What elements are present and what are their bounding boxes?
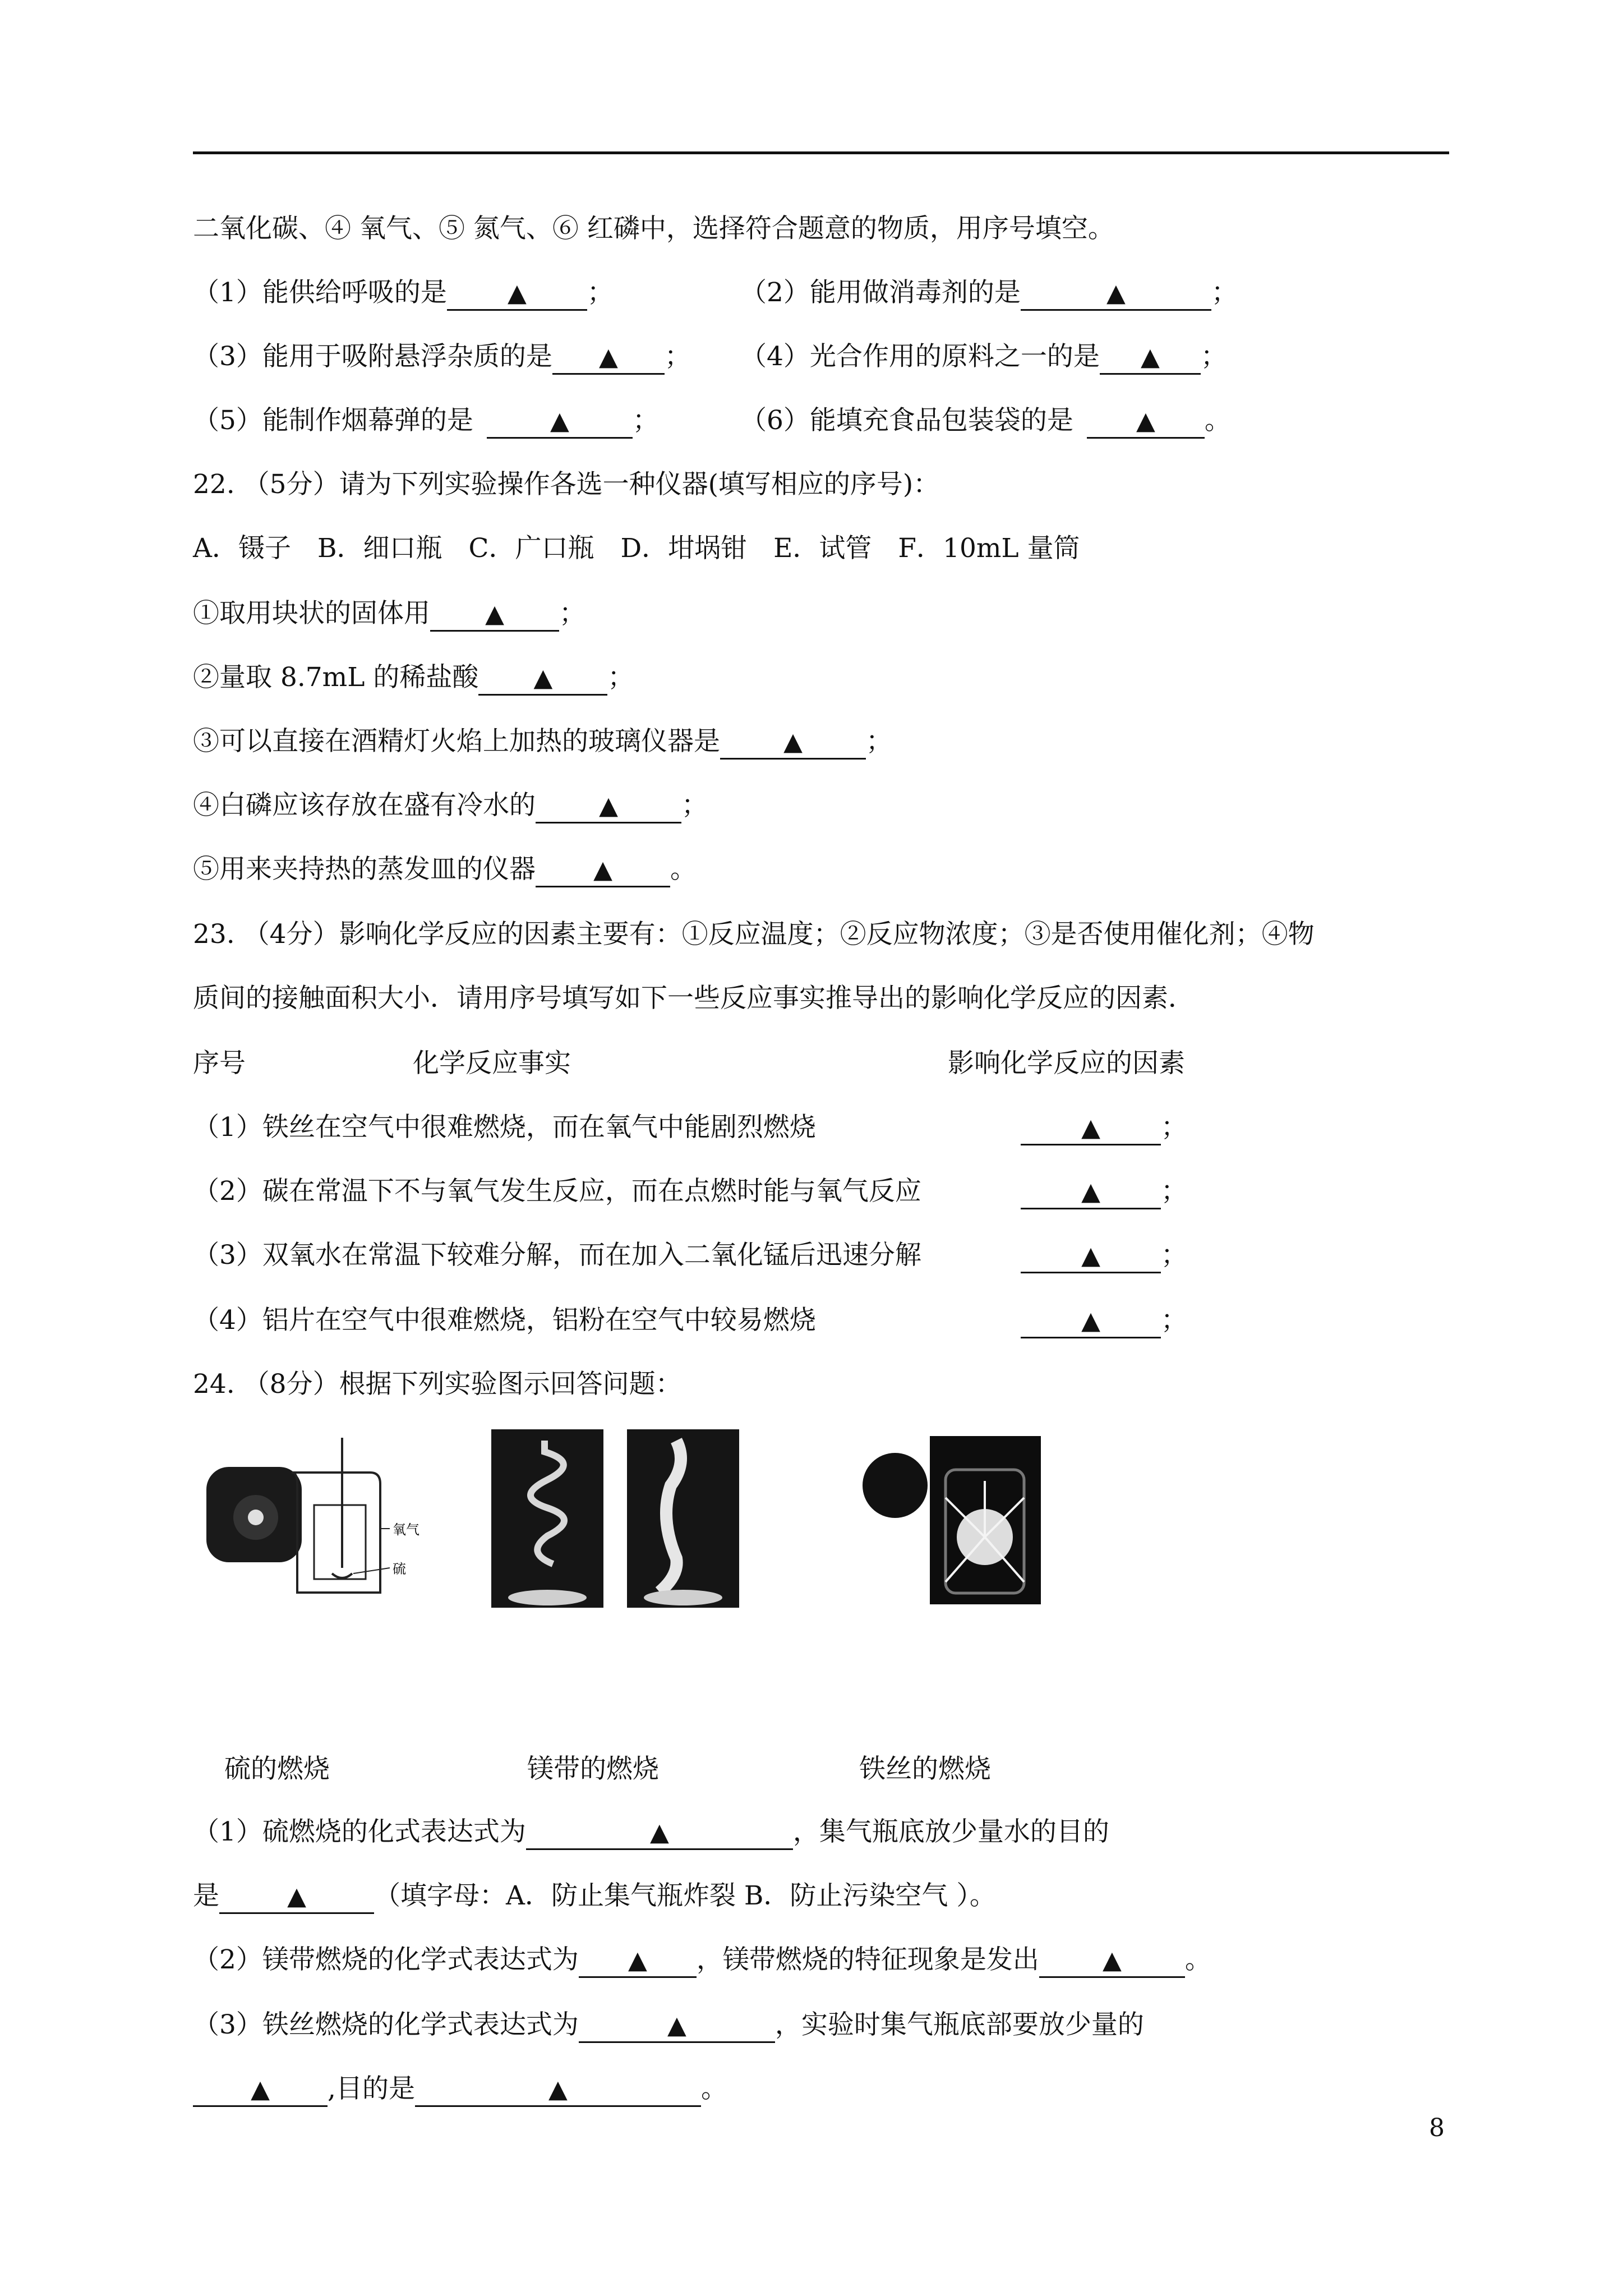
q21-item-5: （5）能制作烟幕弹的是 ▲ ； bbox=[193, 404, 659, 439]
answer-blank[interactable]: ▲ bbox=[1021, 1176, 1161, 1209]
q21-item-2: （2）能用做消毒剂的是 ▲ ； bbox=[740, 276, 1238, 311]
q23-row-4: （4）铝片在空气中很难燃烧，铝粉在空气中较易燃烧 bbox=[193, 1305, 816, 1336]
q21-item-1: （1）能供给呼吸的是 ▲ ； bbox=[193, 276, 614, 311]
answer-blank[interactable]: ▲ bbox=[720, 726, 866, 760]
answer-blank[interactable]: ▲ bbox=[193, 2073, 328, 2107]
q21-item-4: （4）光合作用的原料之一的是 ▲ ； bbox=[740, 340, 1227, 375]
answer-blank[interactable]: ▲ bbox=[487, 405, 633, 439]
answer-blank[interactable]: ▲ bbox=[1021, 1112, 1161, 1145]
q23-row-3: （3）双氧水在常温下较难分解，而在加入二氧化锰后迅速分解 bbox=[193, 1240, 921, 1271]
answer-blank[interactable]: ▲ bbox=[1021, 1305, 1161, 1338]
answer-blank[interactable]: ▲ bbox=[552, 341, 665, 375]
q23-row-1: （1）铁丝在空气中很难燃烧，而在氧气中能剧烈燃烧 bbox=[193, 1112, 816, 1143]
q24-title: 24. （8分）根据下列实验图示回答问题： bbox=[193, 1369, 682, 1400]
header-rule bbox=[193, 151, 1449, 154]
answer-blank[interactable]: ▲ bbox=[1087, 405, 1205, 439]
q21-item-3-label: （3）能用于吸附悬浮杂质的是 bbox=[193, 341, 552, 372]
q21-item-2-label: （2）能用做消毒剂的是 bbox=[740, 277, 1021, 308]
answer-blank[interactable]: ▲ bbox=[219, 1880, 374, 1914]
answer-blank[interactable]: ▲ bbox=[579, 2009, 775, 2043]
iron-burning-figure bbox=[861, 1436, 1041, 1604]
answer-blank[interactable]: ▲ bbox=[1039, 1944, 1185, 1978]
answer-blank[interactable]: ▲ bbox=[526, 1816, 793, 1850]
answer-blank[interactable]: ▲ bbox=[430, 598, 559, 632]
answer-blank[interactable]: ▲ bbox=[536, 790, 681, 823]
answer-blank[interactable]: ▲ bbox=[447, 277, 587, 311]
q23-row-3-answer: ▲ ； bbox=[1021, 1239, 1187, 1273]
q23-header-index: 序号 bbox=[193, 1048, 246, 1079]
sulfur-label: 硫 bbox=[393, 1561, 406, 1577]
q24-part-2: （2）镁带燃烧的化学式表达式为 ▲ ，镁带燃烧的特征现象是发出 ▲ 。 bbox=[193, 1943, 1211, 1978]
answer-blank[interactable]: ▲ bbox=[536, 854, 670, 887]
caption-sulfur: 硫的燃烧 bbox=[224, 1754, 330, 1784]
answer-blank[interactable]: ▲ bbox=[1100, 341, 1201, 375]
q23-row-2: （2）碳在常温下不与氧气发生反应，而在点燃时能与氧气反应 bbox=[193, 1176, 921, 1207]
q24-part-1-cont: 是 ▲ （填字母：A．防止集气瓶炸裂 B．防止污染空气 ）。 bbox=[193, 1879, 996, 1914]
q24-part-3-cont: ▲ ,目的是 ▲ 。 bbox=[193, 2072, 727, 2107]
answer-blank[interactable]: ▲ bbox=[1021, 277, 1211, 311]
q23-title-cont: 质间的接触面积大小．请用序号填写如下一些反应事实推导出的影响化学反应的因素． bbox=[193, 983, 1195, 1014]
answer-blank[interactable]: ▲ bbox=[478, 662, 607, 696]
oxygen-label: 氧气 bbox=[393, 1522, 419, 1538]
answer-blank[interactable]: ▲ bbox=[415, 2073, 701, 2107]
q22-item-5: ⑤用来夹持热的蒸发皿的仪器 ▲ 。 bbox=[193, 853, 697, 887]
q21-item-6: （6）能填充食品包装袋的是 ▲ 。 bbox=[740, 404, 1231, 439]
answer-blank[interactable]: ▲ bbox=[579, 1944, 697, 1978]
q23-header-fact: 化学反应事实 bbox=[413, 1048, 571, 1079]
sulfur-burning-figure bbox=[202, 1433, 426, 1602]
q23-row-1-answer: ▲ ； bbox=[1021, 1111, 1187, 1145]
answer-blank[interactable]: ▲ bbox=[1021, 1240, 1161, 1273]
q22-title: 22. （5分）请为下列实验操作各选一种仪器(填写相应的序号)： bbox=[193, 469, 940, 500]
magnesium-burning-figure bbox=[491, 1429, 739, 1608]
q22-item-1: ①取用块状的固体用 ▲ ； bbox=[193, 597, 585, 632]
q23-row-2-answer: ▲ ； bbox=[1021, 1175, 1187, 1209]
q23-header-factor: 影响化学反应的因素 bbox=[948, 1048, 1185, 1079]
q21-item-3: （3）能用于吸附悬浮杂质的是 ▲ ； bbox=[193, 340, 691, 375]
q21-item-5-label: （5）能制作烟幕弹的是 bbox=[193, 405, 473, 436]
q24-part-1: （1）硫燃烧的化式表达式为 ▲ ，集气瓶底放少量水的目的 bbox=[193, 1815, 1109, 1850]
q21-item-1-label: （1）能供给呼吸的是 bbox=[193, 277, 447, 308]
q24-part-3: （3）铁丝燃烧的化学式表达式为 ▲ ，实验时集气瓶底部要放少量的 bbox=[193, 2008, 1144, 2043]
q23-title: 23. （4分）影响化学反应的因素主要有：①反应温度；②反应物浓度；③是否使用催化剂；④物 bbox=[193, 919, 1315, 950]
caption-iron: 铁丝的燃烧 bbox=[859, 1754, 991, 1784]
page-number: 8 bbox=[1429, 2114, 1445, 2142]
q22-item-2: ②量取 8.7mL 的稀盐酸 ▲ ； bbox=[193, 661, 634, 696]
q21-intro: 二氧化碳、④ 氧气、⑤ 氮气、⑥ 红磷中，选择符合题意的物质，用序号填空。 bbox=[193, 213, 1114, 244]
q22-options: A．镊子 B．细口瓶 C．广口瓶 D．坩埚钳 E．试管 F．10mL 量筒 bbox=[193, 533, 1080, 564]
q22-item-3: ③可以直接在酒精灯火焰上加热的玻璃仪器是 ▲ ； bbox=[193, 725, 892, 760]
q21-item-6-label: （6）能填充食品包装袋的是 bbox=[740, 405, 1073, 436]
q22-item-4: ④白磷应该存放在盛有冷水的 ▲ ； bbox=[193, 789, 708, 823]
caption-magnesium: 镁带的燃烧 bbox=[527, 1754, 659, 1784]
q21-item-4-label: （4）光合作用的原料之一的是 bbox=[740, 341, 1100, 372]
q23-row-4-answer: ▲ ； bbox=[1021, 1304, 1187, 1338]
